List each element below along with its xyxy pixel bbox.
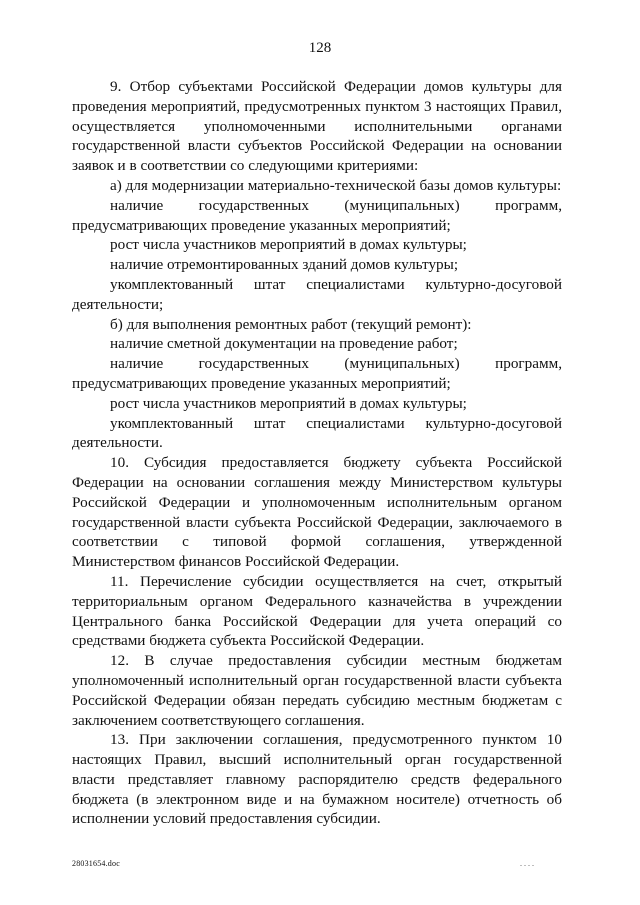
- paragraph: 13. При заключении соглашения, предусмотренного пунктом 10 настоящих Правил, высший исполнительный орган государственной власти представляет главному распорядителю средств федерального бюджета (в электронном виде и на бумажном носителе) отчетность об исполнении условий предоставления субсидии.: [72, 731, 562, 828]
- paragraph: рост числа участников мероприятий в домах культуры;: [110, 394, 467, 412]
- page-number: 128: [308, 40, 332, 56]
- paragraph: наличие государственных (муниципальных) программ, предусматривающих проведение указанных мероприятий;: [72, 196, 562, 234]
- paragraph: рост числа участников мероприятий в домах культуры;: [110, 236, 467, 254]
- paragraph: укомплектованный штат специалистами культурно-досуговой деятельности;: [72, 275, 562, 313]
- paragraph: а) для модернизации материально-технической базы домов культуры:: [110, 176, 562, 194]
- paragraph: 9. Отбор субъектами Российской Федерации домов культуры для проведения мероприятий, предусмотренных пунктом 3 настоящих Правил, осуществляется уполномоченными исполнительными органами государственной власти субъектов Российской Федерации на основании заявок и в соответствии со следующими критериями:: [72, 78, 562, 175]
- document-body: [72, 77, 562, 829]
- paragraph: наличие отремонтированных зданий домов культуры;: [110, 256, 459, 274]
- paragraph: 10. Субсидия предоставляется бюджету субъекта Российской Федерации на основании соглашения между Министерством культуры Российской Федерации и уполномоченным исполнительным органом государственной власти субъекта Российской Федерации, заключаемого в соответствии с типовой формой соглашения, утвержденной Министерством финансов Российской Федерации.: [72, 454, 562, 571]
- footer-file-name: 28031654.doc: [72, 859, 120, 868]
- paragraph: наличие государственных (муниципальных) программ, предусматривающих проведение указанных мероприятий;: [72, 355, 562, 392]
- footer-marks: . . . .: [520, 859, 534, 868]
- paragraph: наличие сметной документации на проведение работ;: [110, 335, 458, 353]
- paragraph: б) для выполнения ремонтных работ (текущий ремонт):: [110, 315, 472, 333]
- paragraph: 11. Перечисление субсидии осуществляется на счет, открытый территориальным органом Федерального казначейства в учреждении Центрального банка Российской Федерации для учета операций со средствами бюджета субъекта Российской Федерации.: [72, 572, 562, 650]
- paragraph: 12. В случае предоставления субсидии местным бюджетам уполномоченный исполнительный орган государственной власти субъекта Российской Федерации обязан передать субсидию местным бюджетам с заключением соответствующего соглашения.: [72, 652, 562, 729]
- paragraph: укомплектованный штат специалистами культурно-досуговой деятельности.: [72, 414, 562, 452]
